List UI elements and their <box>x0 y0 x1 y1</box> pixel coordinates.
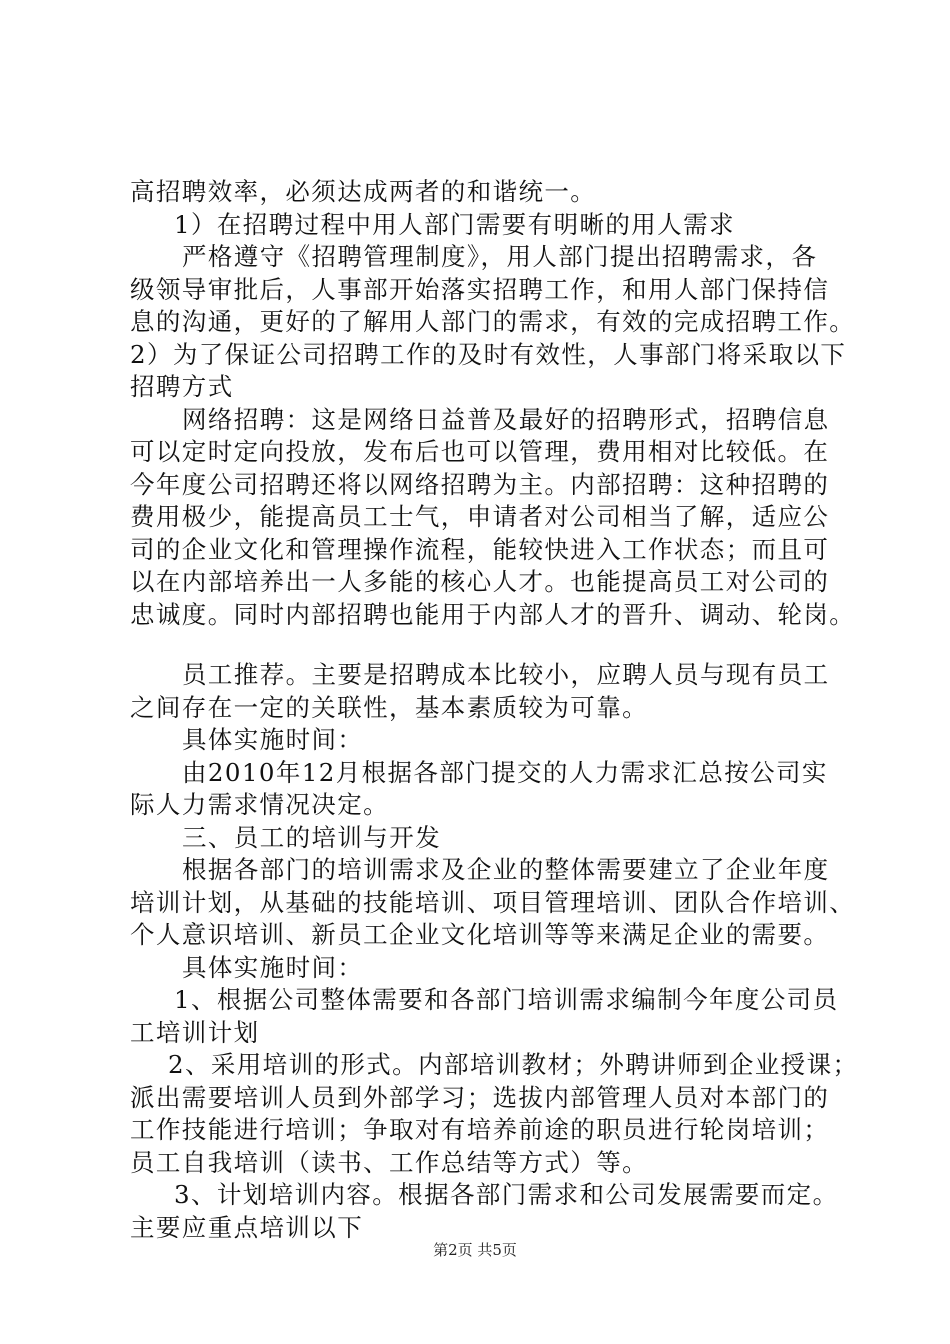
paragraph-line: 具体实施时间： <box>182 952 364 982</box>
paragraph-line: 可以定时定向投放，发布后也可以管理，费用相对比较低。在 <box>130 437 830 466</box>
paragraph-line: 工培训计划 <box>130 1017 260 1047</box>
paragraph-line: 网络招聘：这是网络日益普及最好的招聘形式，招聘信息 <box>182 404 830 434</box>
page-number-footer: 第2页 共5页 <box>433 1241 517 1259</box>
paragraph-line: 主要应重点培训以下 <box>130 1212 364 1242</box>
paragraph-line: 员工自我培训（读书、工作总结等方式）等。 <box>130 1147 648 1177</box>
paragraph-line: 际人力需求情况决定。 <box>130 790 389 819</box>
paragraph-line: 息的沟通，更好的了解用人部门的需求，有效的完成招聘工作。 <box>130 307 856 336</box>
paragraph-line: 1）在招聘过程中用人部门需要有明晰的用人需求 <box>174 209 735 239</box>
paragraph-line: 之间存在一定的关联性，基本素质较为可靠。 <box>130 692 648 722</box>
paragraph-line: 工作技能进行培训；争取对有培养前途的职员进行轮岗培训； <box>130 1115 830 1144</box>
paragraph-line: 司的企业文化和管理操作流程，能较快进入工作状态；而且可 <box>130 534 830 564</box>
paragraph-line: 2、采用培训的形式。内部培训教材；外聘讲师到企业授课； <box>168 1050 859 1079</box>
paragraph-line: 忠诚度。同时内部招聘也能用于内部人才的晋升、调动、轮岗。 <box>130 599 856 629</box>
paragraph-line: 具体实施时间： <box>182 725 364 754</box>
paragraph-line: 招聘方式 <box>130 372 234 401</box>
paragraph-line: 3、计划培训内容。根据各部门需求和公司发展需要而定。 <box>174 1180 839 1209</box>
paragraph-line: 培训计划，从基础的技能培训、项目管理培训、团队合作培训、 <box>130 887 856 917</box>
paragraph-gap <box>130 631 850 659</box>
paragraph-line: 以在内部培养出一人多能的核心人才。也能提高员工对公司的 <box>130 567 830 596</box>
paragraph-line: 1、根据公司整体需要和各部门培训需求编制今年度公司员 <box>174 985 839 1014</box>
paragraph-line: 级领导审批后，人事部开始落实招聘工作，和用人部门保持信 <box>130 274 830 304</box>
paragraph-line: 由2010年12月根据各部门提交的人力需求汇总按公司实 <box>182 757 828 787</box>
paragraph-line: 个人意识培训、新员工企业文化培训等等来满足企业的需要。 <box>130 920 830 949</box>
paragraph-line: 根据各部门的培训需求及企业的整体需要建立了企业年度 <box>182 855 830 884</box>
paragraph-line: 派出需要培训人员到外部学习；选拔内部管理人员对本部门的 <box>130 1082 830 1112</box>
paragraph-line: 费用极少，能提高员工士气，申请者对公司相当了解，适应公 <box>130 502 830 531</box>
document-body <box>130 176 859 1244</box>
section-heading: 三、员工的培训与开发 <box>182 822 441 852</box>
paragraph-line: 今年度公司招聘还将以网络招聘为主。内部招聘：这种招聘的 <box>130 469 830 499</box>
paragraph-line: 员工推荐。主要是招聘成本比较小，应聘人员与现有员工 <box>182 660 830 689</box>
paragraph-line: 2）为了保证公司招聘工作的及时有效性，人事部门将采取以下 <box>130 339 847 369</box>
paragraph-line: 高招聘效率，必须达成两者的和谐统一。 <box>130 177 597 206</box>
paragraph-line: 严格遵守《招聘管理制度》，用人部门提出招聘需求，各 <box>182 242 818 271</box>
